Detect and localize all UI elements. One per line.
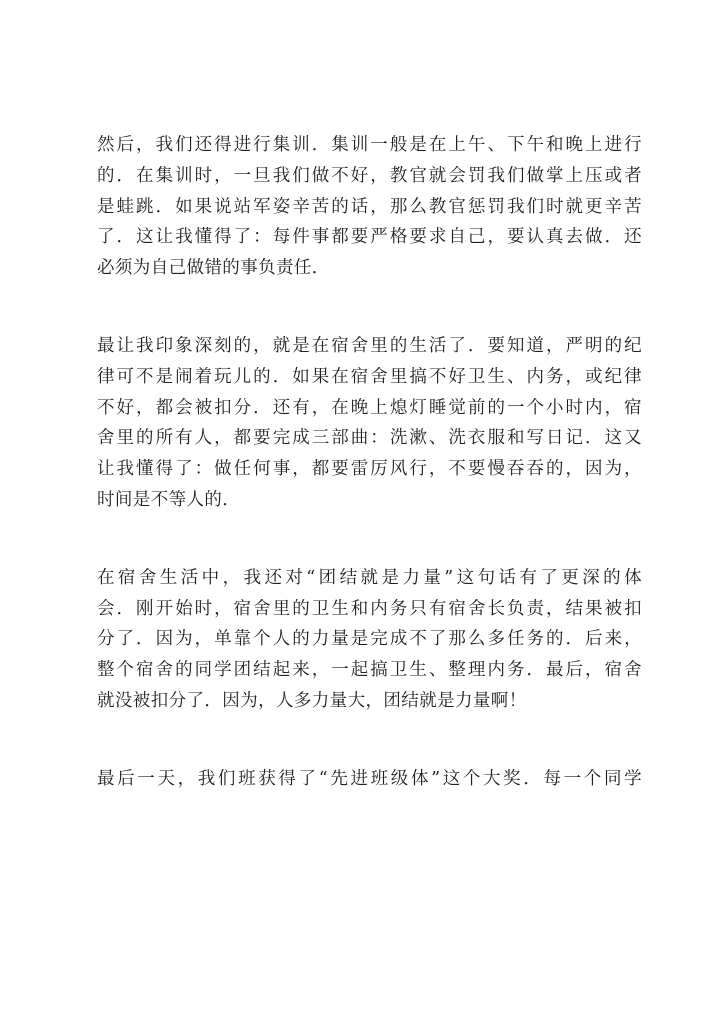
text-line: 分了．因为，单靠个人的力量是完成不了那么多任务的．后来， (97, 629, 642, 650)
text-line: 不好，都会被扣分．还有，在晚上熄灯睡觉前的一个小时内，宿 (97, 397, 642, 418)
paragraph-spacer (97, 284, 642, 331)
text-line: 就没被扣分了．因为，人多力量大，团结就是力量啊！ (97, 690, 527, 711)
document-body (97, 130, 642, 795)
text-line: 舍里的所有人，都要完成三部曲：洗漱、洗衣服和写日记．这又 (97, 428, 642, 449)
paragraph-1 (97, 130, 642, 284)
text-line: 整个宿舍的同学团结起来，一起搞卫生、整理内务．最后，宿舍 (97, 660, 642, 681)
paragraph-4 (97, 764, 642, 795)
paragraph-spacer (97, 717, 642, 764)
text-line: 必须为自己做错的事负责任． (97, 258, 330, 279)
text-line: 是蛙跳．如果说站军姿辛苦的话，那么教官惩罚我们时就更辛苦 (97, 196, 642, 217)
text-line: 会．刚开始时，宿舍里的卫生和内务只有宿舍长负责，结果被扣 (97, 598, 642, 619)
text-line: 最后一天，我们班获得了“先进班级体”这个大奖．每一个同学 (97, 768, 642, 789)
paragraph-spacer (97, 516, 642, 563)
text-line: 时间是不等人的． (97, 489, 241, 510)
text-line: 然后，我们还得进行集训．集训一般是在上午、下午和晚上进行 (97, 135, 642, 155)
paragraph-3 (97, 563, 642, 717)
paragraph-2 (97, 331, 642, 516)
text-line: 最让我印象深刻的，就是在宿舍里的生活了．要知道，严明的纪 (97, 335, 642, 356)
text-line: 了．这让我懂得了：每件事都要严格要求自己，要认真去做．还 (97, 227, 642, 248)
text-line: 让我懂得了：做任何事，都要雷厉风行，不要慢吞吞的，因为， (97, 459, 642, 480)
text-line: 律可不是闹着玩儿的．如果在宿舍里搞不好卫生、内务，或纪律 (97, 366, 642, 387)
text-line: 在宿舍生活中，我还对“团结就是力量”这句话有了更深的体 (97, 567, 642, 588)
text-line: 的．在集训时，一旦我们做不好，教官就会罚我们做掌上压或者 (97, 165, 642, 186)
